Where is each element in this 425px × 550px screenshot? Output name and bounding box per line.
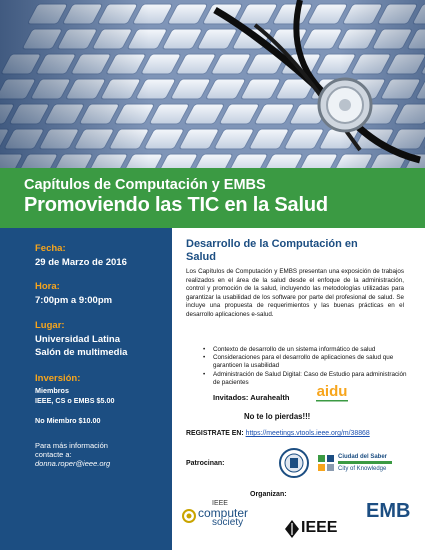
band-subtitle: Capítulos de Computación y EMBS [24, 177, 266, 193]
topic-item: • Consideraciones para el desarrollo de aplicaciones de salud que garanticen la usabilidad [203, 354, 413, 370]
time-label: Hora: [35, 281, 60, 292]
place-line1: Universidad Latina [35, 334, 120, 345]
aidu-logo [312, 381, 352, 405]
registration-line [186, 430, 370, 437]
ieee-logo [285, 518, 355, 540]
time-value: 7:00pm a 9:00pm [35, 295, 113, 306]
main-title [186, 238, 358, 264]
fee-nonmember: No Miembro $10.00 [35, 416, 101, 425]
place-label: Lugar: [35, 320, 65, 331]
date-label: Fecha: [35, 243, 66, 254]
event-details-column [0, 228, 172, 550]
info-line2: contacte a: [35, 450, 72, 459]
organizers-label: Organizan: [250, 491, 287, 498]
ciudad-del-saber-logo [317, 452, 397, 478]
topics-list [203, 346, 413, 387]
embs-logo [366, 500, 410, 526]
dont-miss-text: No te lo pierdas!!! [244, 412, 311, 421]
description-paragraph: Los Capítulos de Computación y EMBS presentan una exposición de trabajos realizados en el área de la salud desde el enfoque de la administración, control y promoción de la salud, incluyendo las metodologías utilizadas para garantizar la usabilidad de los software por parte del profesional de salud. Se incluye una propuesta de requerimientos y las buenas prácticas en el desarrollo aplicaciones e-salud. [186, 268, 404, 318]
ieee-computer-society-logo [182, 500, 282, 530]
university-seal-logo [279, 448, 309, 478]
fee-members-price: IEEE, CS o EMBS $5.00 [35, 396, 115, 405]
ciudad-del-saber-emblem [317, 454, 335, 476]
ieee-logo-text: IEEE [301, 519, 338, 536]
cs-line2: computer [198, 506, 249, 520]
fee-members: Miembros [35, 386, 69, 395]
ciudad-line2: City of Knowledge [338, 466, 387, 472]
fee-label: Inversión: [35, 373, 81, 384]
place-line2: Salón de multimedia [35, 347, 128, 358]
keyboard-illustration [0, 0, 425, 168]
embs-logo-text: EMB [366, 500, 411, 522]
topic-item: • Administración de Salud Digital: Caso de Estudio para administración de pacientes [203, 371, 413, 387]
cs-line3: society [212, 517, 244, 528]
ieee-kite-icon [285, 520, 299, 538]
guests-text: Invitados: Aurahealth [213, 393, 290, 402]
topic-item: • Contexto de desarrollo de un sistema informático de salud [203, 346, 413, 354]
register-label: REGISTRATE EN: [186, 430, 244, 437]
register-link[interactable]: https://meetings.vtools.ieee.org/m/38868 [245, 430, 370, 437]
cs-line1: IEEE [212, 500, 228, 507]
title-band [0, 168, 425, 228]
sponsors-label: Patrocinan: [186, 460, 225, 467]
computer-society-emblem [182, 509, 196, 523]
band-title: Promoviendo las TIC en la Salud [24, 194, 328, 216]
info-line1: Para más información [35, 441, 108, 450]
main-title-line2: Salud [186, 251, 216, 263]
contact-email[interactable]: donna.roper@ieee.org [35, 459, 111, 468]
date-value: 29 de Marzo de 2016 [35, 257, 127, 268]
main-title-line1: Desarrollo de la Computación en [186, 238, 358, 250]
ciudad-line1: Ciudad del Saber [338, 454, 388, 460]
hero-photo-keyboard-stethoscope [0, 0, 425, 168]
aidu-logo-text: aidu [316, 383, 348, 400]
